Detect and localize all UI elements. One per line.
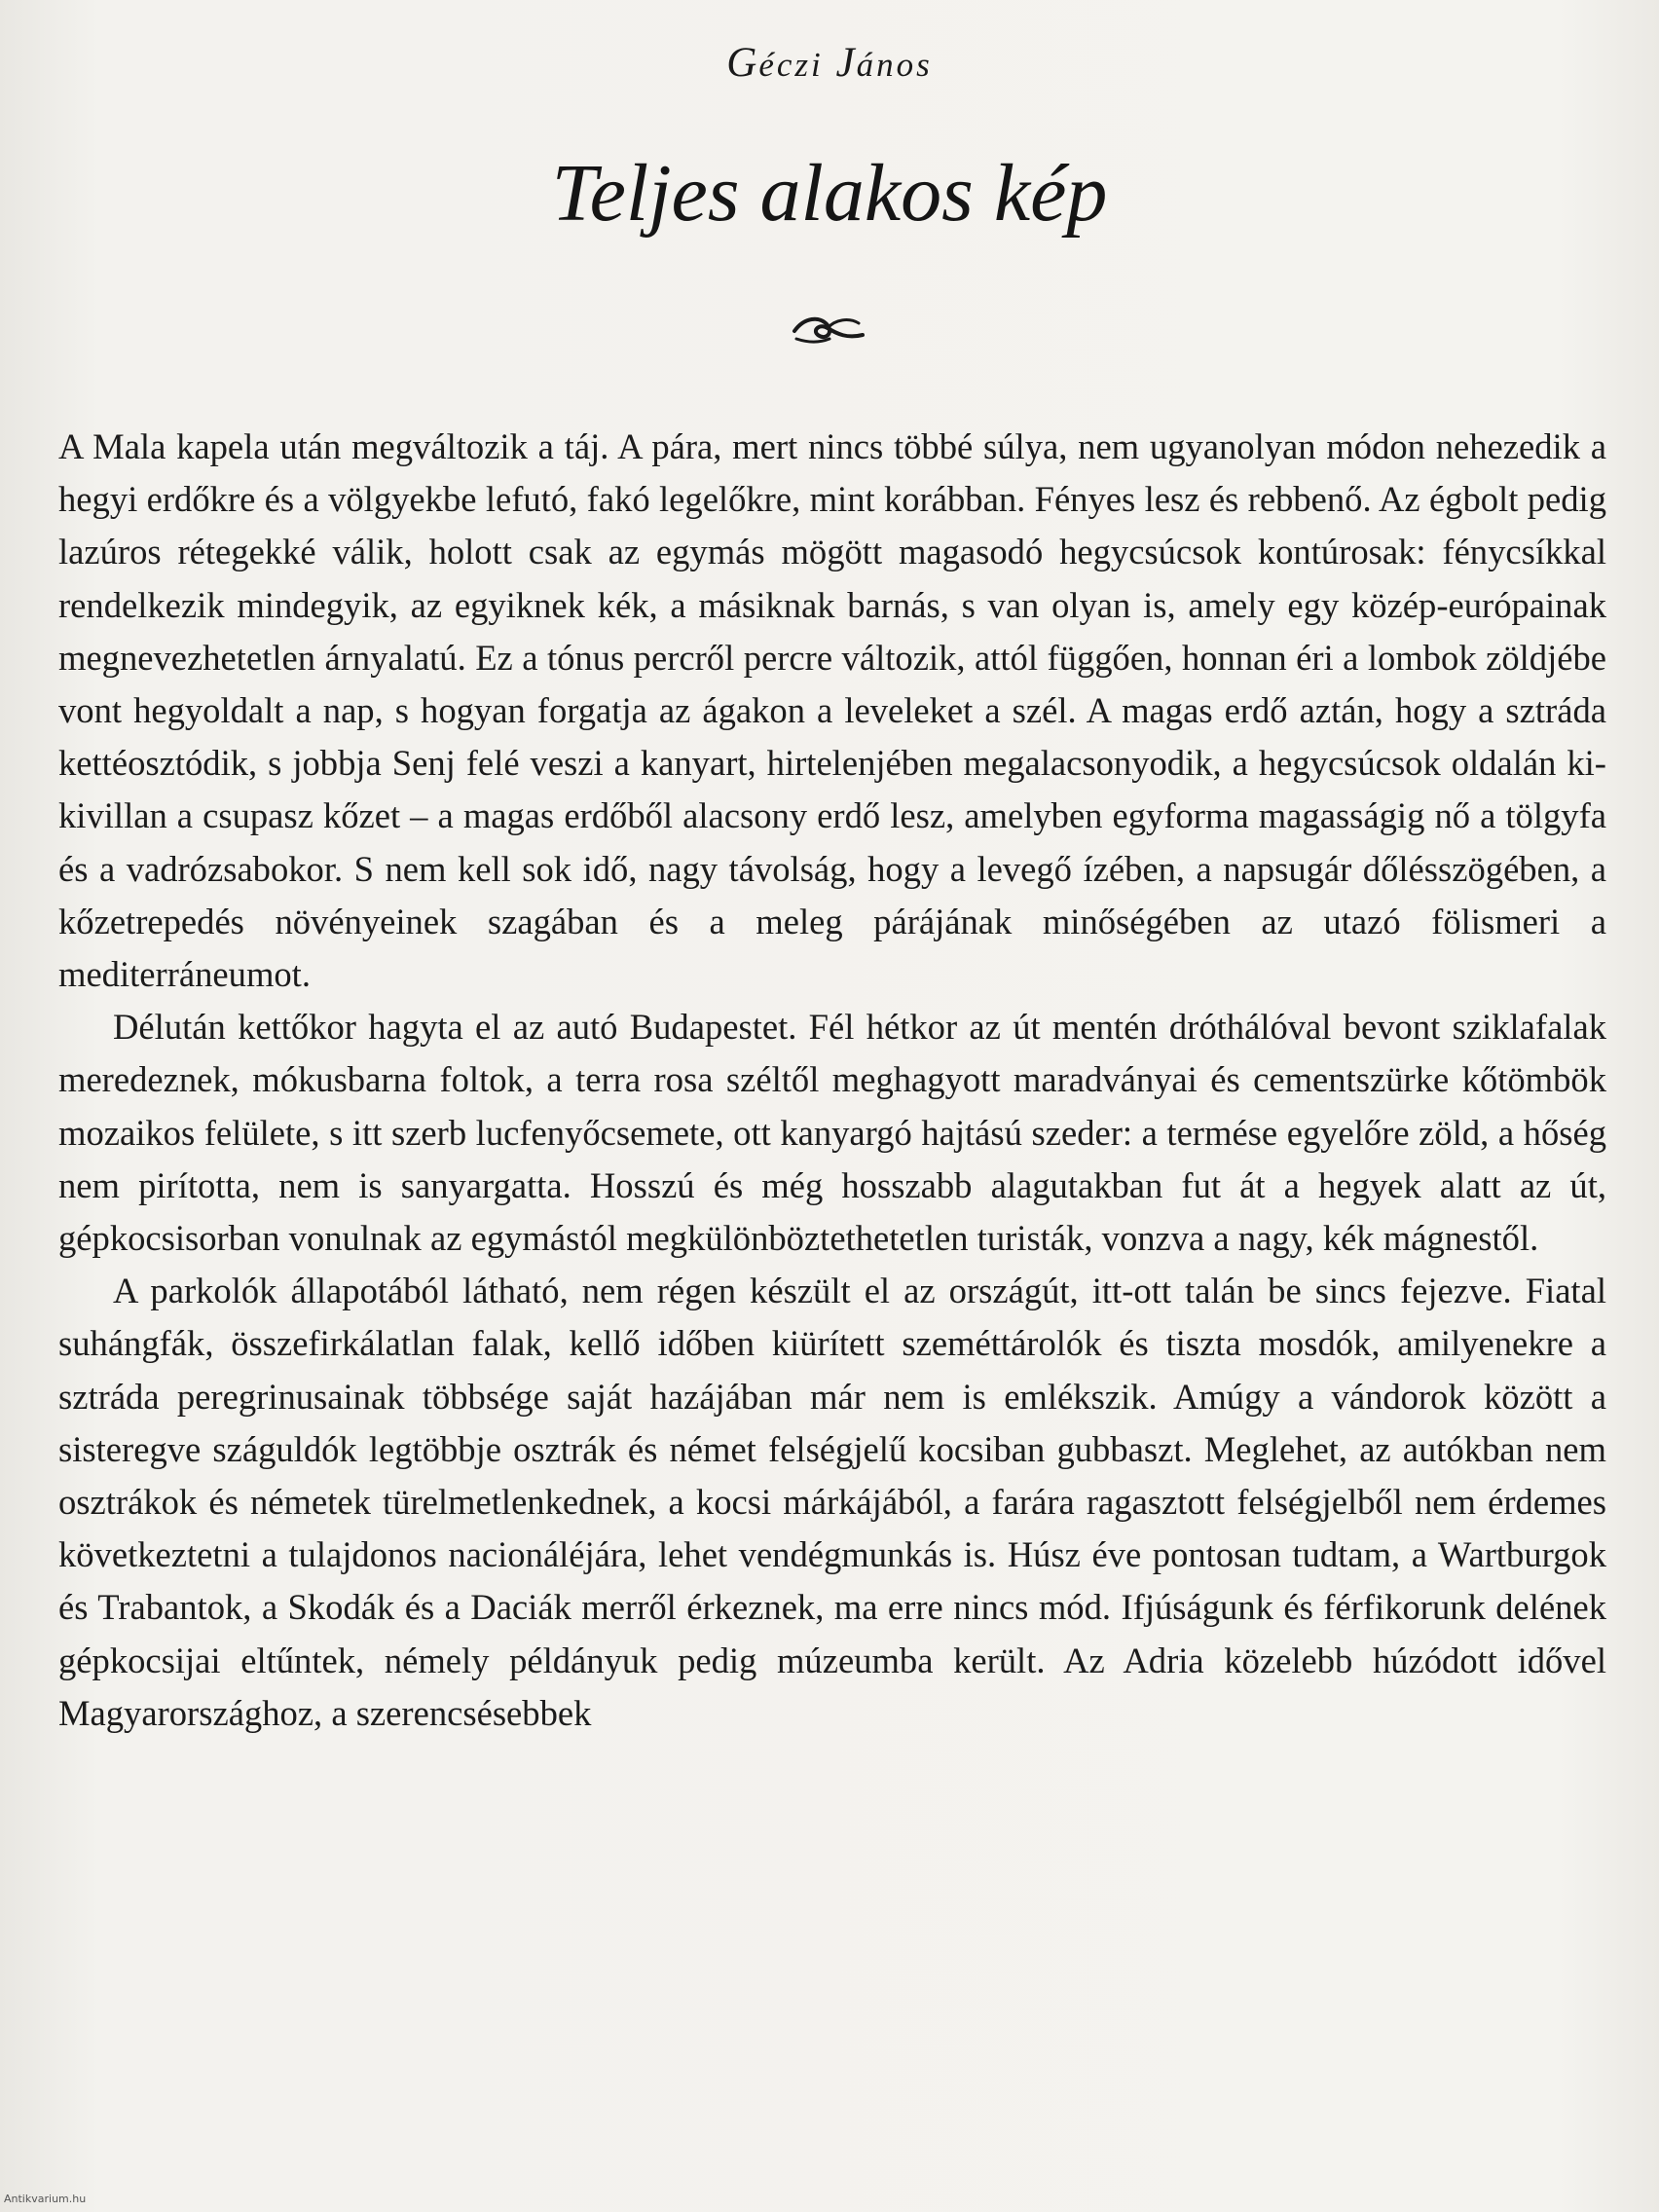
author-rest-first: éczi [758, 46, 824, 84]
author-initial-last: J [835, 40, 857, 86]
author-initial-first: G [726, 40, 759, 86]
author-name [0, 39, 1659, 87]
fleuron-ornament-icon [791, 310, 866, 347]
paragraph-2: Délután kettőkor hagyta el az autó Budapestet. Fél hétkor az út mentén dróthálóval bevont sziklafalak meredeznek, mókusbarna foltok, a terra rosa széltől meghagyott maradványai és cementszürke kőtömbök mozaikos felülete, s itt szerb lucfenyőcsemete, ott kanyargó hajtású szeder: a termése egyelőre zöld, a hőség nem pirította, nem is sanyargatta. Hosszú és még hosszabb alagutakban fut át a hegyek alatt az út, gépkocsisorban vonulnak az egymástól megkülönböztethetetlen turisták, vonzva a nagy, kék mágnestől. [58, 1007, 1606, 1259]
page-title: Teljes alakos kép [551, 148, 1108, 239]
watermark: Antikvarium.hu [4, 2193, 87, 2205]
body-text [58, 421, 1606, 1740]
author-rest-last: ános [856, 46, 933, 84]
paragraph-3: A parkolók állapotából látható, nem régen készült el az országút, itt-ott talán be sincs fejezve. Fiatal suhángfák, összefirkálatlan falak, kellő időben kiürített szeméttárolók és tiszta mosdók, amilyenekre a sztráda peregrinusainak többsége saját hazájában már nem is emlékszik. Amúgy a vándorok között a sisteregve száguldók legtöbbje osztrák és német felségjelű kocsiban gubbaszt. Meglehet, az autókban nem osztrákok és németek türelmetlenkednek, a kocsi márkájából, a farára ragasztott felségjelből nem érdemes következtetni a tulajdonos nacionáléjára, lehet vendégmunkás is. Húsz éve pontosan tudtam, a Wartburgok és Trabantok, a Skodák és a Daciák merről érkeznek, ma erre nincs mód. Ifjúságunk és férfikorunk delének gépkocsijai eltűntek, némely példányuk pedig múzeumba került. Az Adria közelebb húzódott idővel Magyarországhoz, a szerencsésebbek [58, 1271, 1606, 1733]
paragraph-1: A Mala kapela után megváltozik a táj. A pára, mert nincs többé súlya, nem ugyanolyan módon nehezedik a hegyi erdőkre és a völgyekbe lefutó, fakó legelőkre, mint korábban. Fényes lesz és rebbenő. Az égbolt pedig lazúros rétegekké válik, holott csak az egymás mögött magasodó hegycsúcsok kontúrosak: fénycsíkkal rendelkezik mindegyik, az egyiknek kék, a másiknak barnás, s van olyan is, amely egy közép-európainak megnevezhetetlen árnyalatú. Ez a tónus percről percre változik, attól függően, honnan éri a lombok zöldjébe vont hegyoldalt a nap, s hogyan forgatja az ágakon a leveleket a szél. A magas erdő aztán, hogy a sztráda kettéosztódik, s jobbja Senj felé veszi a kanyart, hirtelenjében megalacsonyodik, a hegycsúcsok oldalán ki-kivillan a csupasz kőzet – a magas erdőből alacsony erdő lesz, amelyben egyforma magasságig nő a tölgyfa és a vadrózsabokor. S nem kell sok idő, nagy távolság, hogy a levegő ízében, a napsugár dőlésszögében, a kőzetrepedés növényeinek szagában és a meleg párájának minőségében az utazó fölismeri a mediterráneumot. [58, 426, 1606, 995]
